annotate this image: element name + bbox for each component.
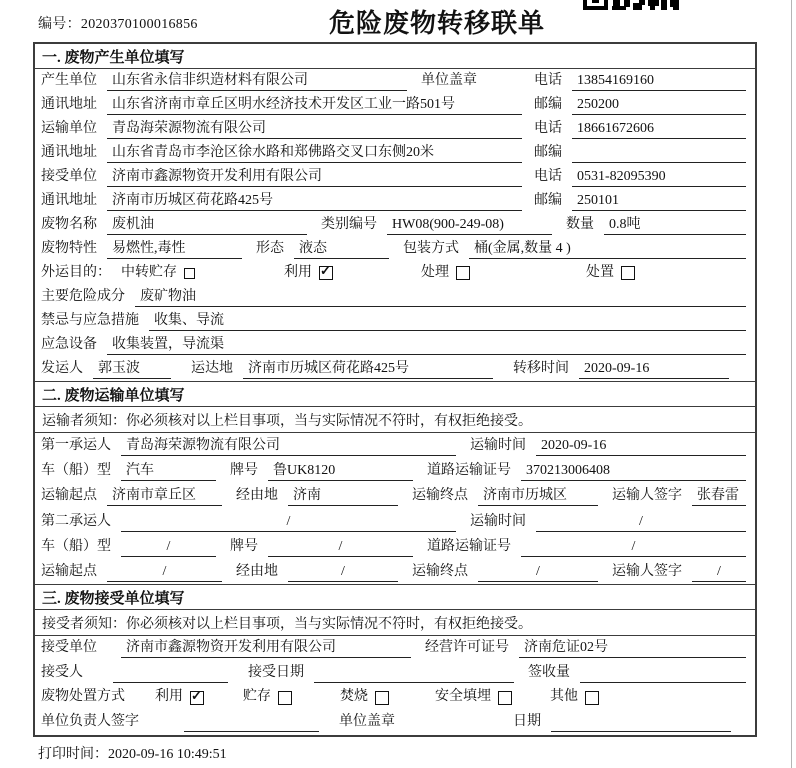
phone-value: 0531-82095390 xyxy=(572,167,746,187)
receiving-person-label: 接受人 xyxy=(41,664,83,680)
origin-label: 运输起点 xyxy=(41,488,97,504)
zip-value: 250200 xyxy=(572,95,746,115)
row-first-carrier xyxy=(35,433,755,458)
checkbox-icon xyxy=(184,268,195,279)
section-producer-body xyxy=(35,69,755,381)
purpose-option-dispose xyxy=(586,261,635,285)
license-label: 经营许可证号 xyxy=(425,640,509,656)
responsible-sign-label: 单位负责人签字 xyxy=(41,713,139,729)
address-label: 通讯地址 xyxy=(41,97,97,112)
zip-label: 邮编 xyxy=(534,97,562,112)
plate-label: 牌号 xyxy=(230,538,258,554)
serial-label: 编号： xyxy=(38,17,81,32)
purpose-option-recycle xyxy=(284,261,421,285)
via-value: / xyxy=(288,562,398,582)
carrier-sign-label: 运输人签字 xyxy=(612,488,682,504)
print-time-label: 打印时间： xyxy=(38,746,108,762)
second-carrier-value: / xyxy=(121,512,456,532)
checkbox-icon xyxy=(498,691,512,705)
road-permit-value: / xyxy=(521,537,746,557)
packaging-value: 桶(金属,数量 4 ) xyxy=(469,239,746,259)
row-receiver-unit xyxy=(35,165,755,189)
checkbox-label: 安全填埋 xyxy=(435,689,491,705)
row-vehicle-1 xyxy=(35,458,755,483)
print-time xyxy=(38,743,796,763)
terminus-label: 运输终点 xyxy=(412,563,468,579)
transport-unit-group xyxy=(41,117,534,141)
terminus-label: 运输终点 xyxy=(412,488,468,504)
first-carrier-value: 青岛海荣源物流有限公司 xyxy=(121,436,456,456)
producer-unit-group xyxy=(41,69,534,93)
purpose-label: 外运目的： xyxy=(41,265,111,280)
row-second-carrier xyxy=(35,509,755,534)
page-edge-line xyxy=(791,0,792,768)
transfer-date-value: 2020-09-16 xyxy=(579,359,729,379)
receive-date-label: 接受日期 xyxy=(248,664,304,680)
checkbox-icon xyxy=(621,266,635,280)
checkbox-label: 利用 xyxy=(284,265,312,280)
checkbox-icon xyxy=(319,266,333,280)
receiver-unit-value: 济南市鑫源物资开发利用有限公司 xyxy=(107,167,522,187)
receiver-address-group xyxy=(41,189,534,213)
checkbox-icon xyxy=(456,266,470,280)
zip-label: 邮编 xyxy=(534,193,562,208)
transporter-notice: 运输者须知：你必须核对以上栏目事项，当与实际情况不符时，有权拒绝接受。 xyxy=(35,407,755,433)
disposal-option-recycle xyxy=(155,685,243,710)
phone-value: 18661672606 xyxy=(572,119,746,139)
zip-group xyxy=(534,189,746,213)
checkbox-icon xyxy=(190,691,204,705)
print-time-value: 2020-09-16 10:49:51 xyxy=(108,746,227,762)
receiving-unit-value: 济南市鑫源物资开发利用有限公司 xyxy=(121,638,411,658)
checkbox-label: 处理 xyxy=(421,265,449,280)
via-value: 济南 xyxy=(288,486,398,506)
row-hazard-components xyxy=(35,285,755,309)
address-value: 山东省青岛市李沧区徐水路和郑佛路交叉口东侧20米 xyxy=(107,143,522,163)
origin-value: / xyxy=(107,562,222,582)
address-label: 通讯地址 xyxy=(41,145,97,160)
phone-label: 电话 xyxy=(534,169,562,184)
zip-label: 邮编 xyxy=(534,145,562,160)
via-label: 经由地 xyxy=(236,488,278,504)
seal-date-value xyxy=(551,712,731,732)
transport-time-value: 2020-09-16 xyxy=(536,436,746,456)
carrier-sign-value: 张春雷 xyxy=(692,486,746,506)
row-disposal-method xyxy=(35,685,755,710)
waste-name-value: 废机油 xyxy=(107,215,307,235)
address-label: 通讯地址 xyxy=(41,193,97,208)
emergency-equipment-label: 应急设备 xyxy=(41,337,97,352)
qr-code-fragment-icon xyxy=(583,0,679,10)
destination-label: 运达地 xyxy=(191,361,233,376)
quantity-value: 0.8吨 xyxy=(604,215,746,235)
disposal-option-landfill xyxy=(435,685,550,710)
transport-time-label: 运输时间 xyxy=(470,513,526,529)
row-sender xyxy=(35,357,755,381)
transport-address-group xyxy=(41,141,534,165)
plate-label: 牌号 xyxy=(230,463,258,479)
transport-unit-value: 青岛海荣源物流有限公司 xyxy=(107,119,522,139)
serial-value: 2020370100016856 xyxy=(80,17,198,32)
purpose-option-treat xyxy=(421,261,586,285)
disposal-option-storage xyxy=(243,685,340,710)
phone-group xyxy=(534,69,746,93)
terminus-value: / xyxy=(478,562,598,582)
producer-unit-value: 山东省永信非织造材料有限公司 xyxy=(107,71,407,91)
transport-unit-label: 运输单位 xyxy=(41,121,97,136)
zip-value xyxy=(572,143,746,163)
row-waste-traits xyxy=(35,237,755,261)
sender-label: 发运人 xyxy=(41,361,83,376)
section-receiver-heading: 三. 废物接受单位填写 xyxy=(35,584,755,610)
signed-amount-value xyxy=(580,663,746,683)
vehicle-type-value: / xyxy=(121,537,216,557)
emergency-equipment-value: 收集装置，导流渠 xyxy=(107,335,746,355)
checkbox-label: 处置 xyxy=(586,265,614,280)
phone-group xyxy=(534,165,746,189)
road-permit-label: 道路运输证号 xyxy=(427,538,511,554)
phone-label: 电话 xyxy=(534,121,562,136)
receiving-unit-label: 接受单位 xyxy=(41,640,97,656)
receive-date-value xyxy=(314,663,514,683)
carrier-sign-value: / xyxy=(692,562,746,582)
vehicle-type-label: 车（船）型 xyxy=(41,538,111,554)
row-producer-address xyxy=(35,93,755,117)
row-producer-unit xyxy=(35,69,755,93)
checkbox-label: 贮存 xyxy=(243,689,271,705)
sender-value: 郭玉波 xyxy=(93,359,171,379)
transport-time-value: / xyxy=(536,512,746,532)
category-label: 类别编号 xyxy=(321,217,377,232)
checkbox-icon xyxy=(278,691,292,705)
plate-value: / xyxy=(268,537,413,557)
row-purpose xyxy=(35,261,755,285)
section-transporter-heading: 二. 废物运输单位填写 xyxy=(35,381,755,407)
producer-unit-label: 产生单位 xyxy=(41,73,97,88)
checkbox-icon xyxy=(375,691,389,705)
receiving-person-value xyxy=(113,663,228,683)
checkbox-label: 中转贮存 xyxy=(121,265,177,280)
transport-time-label: 运输时间 xyxy=(470,438,526,453)
row-waste-name xyxy=(35,213,755,237)
section-producer-heading: 一. 废物产生单位填写 xyxy=(35,44,755,69)
row-emergency-measures xyxy=(35,309,755,333)
quantity-label: 数量 xyxy=(566,217,594,232)
row-transport-unit xyxy=(35,117,755,141)
section-transporter-body xyxy=(35,433,755,584)
row-receiving-unit xyxy=(35,636,755,661)
transfer-date-label: 转移时间 xyxy=(513,361,569,376)
phone-value: 13854169160 xyxy=(572,71,746,91)
hazard-label: 主要危险成分 xyxy=(41,289,125,304)
row-emergency-equipment xyxy=(35,333,755,357)
manifest-form-table xyxy=(33,42,757,737)
row-route-1 xyxy=(35,483,755,508)
zip-value: 250101 xyxy=(572,191,746,211)
plate-value: 鲁UK8120 xyxy=(268,461,413,481)
zip-group xyxy=(534,93,746,117)
page-title: 危险废物转移联单 xyxy=(328,9,546,38)
category-value: HW08(900-249-08) xyxy=(387,215,552,235)
checkbox-label: 利用 xyxy=(155,689,183,705)
address-value: 济南市历城区荷花路425号 xyxy=(107,191,522,211)
checkbox-label: 其他 xyxy=(550,689,578,705)
checkbox-label: 焚烧 xyxy=(340,689,368,705)
traits-value: 易燃性,毒性 xyxy=(107,239,242,259)
road-permit-value: 370213006408 xyxy=(521,461,746,481)
unit-seal-label: 单位盖章 xyxy=(339,713,395,729)
checkbox-icon xyxy=(585,691,599,705)
terminus-value: 济南市历城区 xyxy=(478,486,598,506)
phone-label: 电话 xyxy=(534,73,562,88)
waste-name-label: 废物名称 xyxy=(41,217,97,232)
vehicle-type-label: 车（船）型 xyxy=(41,463,111,479)
emergency-measures-label: 禁忌与应急措施 xyxy=(41,313,139,328)
row-route-2 xyxy=(35,559,755,584)
second-carrier-label: 第二承运人 xyxy=(41,513,111,529)
address-value: 山东省济南市章丘区明水经济技术开发区工业一路501号 xyxy=(107,95,522,115)
form-value: 液态 xyxy=(294,239,389,259)
phone-group xyxy=(534,117,746,141)
receiver-unit-label: 接受单位 xyxy=(41,169,97,184)
packaging-label: 包装方式 xyxy=(403,241,459,256)
road-permit-label: 道路运输证号 xyxy=(427,463,511,479)
serial-number xyxy=(38,13,198,33)
row-responsible-signature xyxy=(35,710,755,735)
row-vehicle-2 xyxy=(35,534,755,559)
emergency-measures-value: 收集、导流 xyxy=(149,311,746,331)
via-label: 经由地 xyxy=(236,563,278,579)
form-label: 形态 xyxy=(256,241,284,256)
origin-label: 运输起点 xyxy=(41,563,97,579)
vehicle-type-value: 汽车 xyxy=(121,461,216,481)
license-value: 济南危证02号 xyxy=(519,638,746,658)
unit-seal-label: 单位盖章 xyxy=(421,73,477,88)
row-transport-address xyxy=(35,141,755,165)
destination-value: 济南市历城区荷花路425号 xyxy=(243,359,493,379)
row-receiver-address xyxy=(35,189,755,213)
zip-group xyxy=(534,141,746,165)
receiver-unit-group xyxy=(41,165,534,189)
purpose-option-transfer-storage xyxy=(121,261,284,285)
origin-value: 济南市章丘区 xyxy=(107,486,222,506)
seal-date-label: 日期 xyxy=(513,713,541,729)
disposal-method-label: 废物处置方式 xyxy=(41,689,125,705)
section-receiver-body xyxy=(35,636,755,734)
first-carrier-label: 第一承运人 xyxy=(41,438,111,453)
responsible-sign-value xyxy=(184,712,319,732)
receiver-notice: 接受者须知：你必须核对以上栏目事项，当与实际情况不符时，有权拒绝接受。 xyxy=(35,610,755,636)
producer-address-group xyxy=(41,93,534,117)
disposal-option-other xyxy=(550,685,599,710)
traits-label: 废物特性 xyxy=(41,241,97,256)
disposal-option-incinerate xyxy=(340,685,435,710)
row-receiving-person xyxy=(35,661,755,686)
hazard-value: 废矿物油 xyxy=(135,287,746,307)
carrier-sign-label: 运输人签字 xyxy=(612,563,682,579)
document-header xyxy=(0,0,796,42)
signed-amount-label: 签收量 xyxy=(528,664,570,680)
